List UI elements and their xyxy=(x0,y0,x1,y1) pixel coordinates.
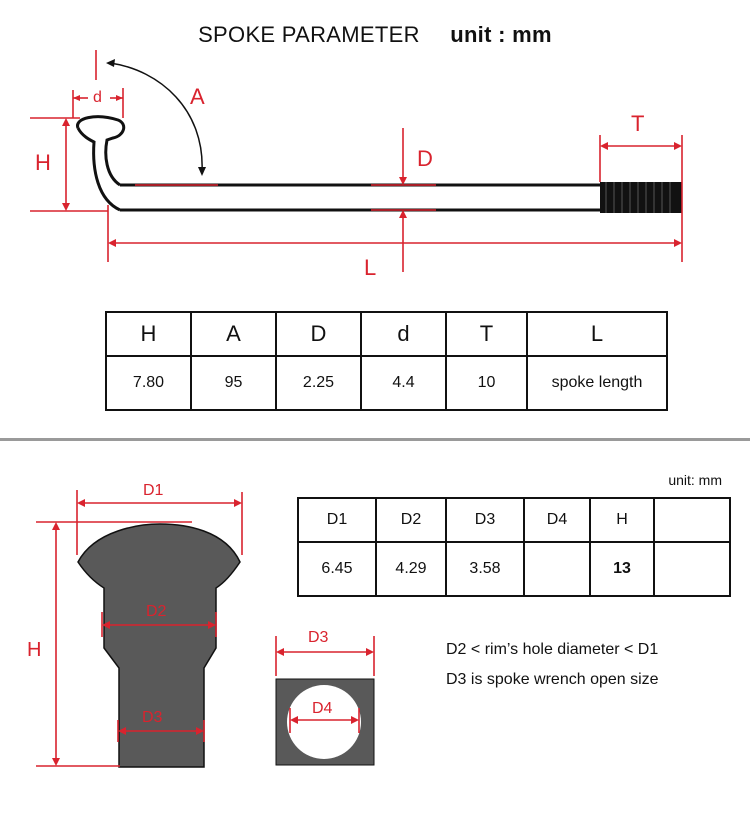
table-cell: 2.25 xyxy=(276,356,361,410)
table-header: T xyxy=(446,312,527,356)
table-cell: 13 xyxy=(590,542,654,596)
table-cell: 10 xyxy=(446,356,527,410)
note-wrench-size: D3 is spoke wrench open size xyxy=(446,671,659,688)
table-cell xyxy=(654,542,730,596)
note-rim-hole: D2 < rim’s hole diameter < D1 xyxy=(446,641,659,658)
nipple-bore-circle xyxy=(287,685,361,759)
label-D: D xyxy=(417,146,433,171)
table-cell: 7.80 xyxy=(106,356,191,410)
label-D1: D1 xyxy=(143,482,164,499)
table-header: d xyxy=(361,312,446,356)
nipple-parameter-table xyxy=(297,497,731,597)
label-H-nipple: H xyxy=(27,639,42,661)
table-cell: 4.4 xyxy=(361,356,446,410)
table-cell xyxy=(524,542,590,596)
label-D3: D3 xyxy=(142,709,163,726)
table-cell: 4.29 xyxy=(376,542,446,596)
table-row xyxy=(298,542,730,596)
table-header: D1 xyxy=(298,498,376,542)
label-d: d xyxy=(93,89,102,106)
title-unit: unit : mm xyxy=(450,22,552,47)
label-D2: D2 xyxy=(146,603,167,620)
table-header: H xyxy=(590,498,654,542)
table-cell: 95 xyxy=(191,356,276,410)
label-A: A xyxy=(190,84,205,109)
table-header-row xyxy=(298,498,730,542)
table-header: A xyxy=(191,312,276,356)
table-header: D2 xyxy=(376,498,446,542)
table-header: L xyxy=(527,312,667,356)
table-cell: spoke length xyxy=(527,356,667,410)
label-D3-square: D3 xyxy=(308,629,329,646)
label-T: T xyxy=(631,111,645,136)
table-header: D3 xyxy=(446,498,524,542)
table-header: D xyxy=(276,312,361,356)
label-H: H xyxy=(35,150,51,175)
title-text: SPOKE PARAMETER xyxy=(198,22,420,47)
table-cell: 3.58 xyxy=(446,542,524,596)
table-cell: 6.45 xyxy=(298,542,376,596)
table-header xyxy=(654,498,730,542)
table-header: H xyxy=(106,312,191,356)
table-header: D4 xyxy=(524,498,590,542)
label-L: L xyxy=(364,255,377,280)
nipple-unit-label: unit: mm xyxy=(668,472,722,488)
label-D4: D4 xyxy=(312,700,333,717)
